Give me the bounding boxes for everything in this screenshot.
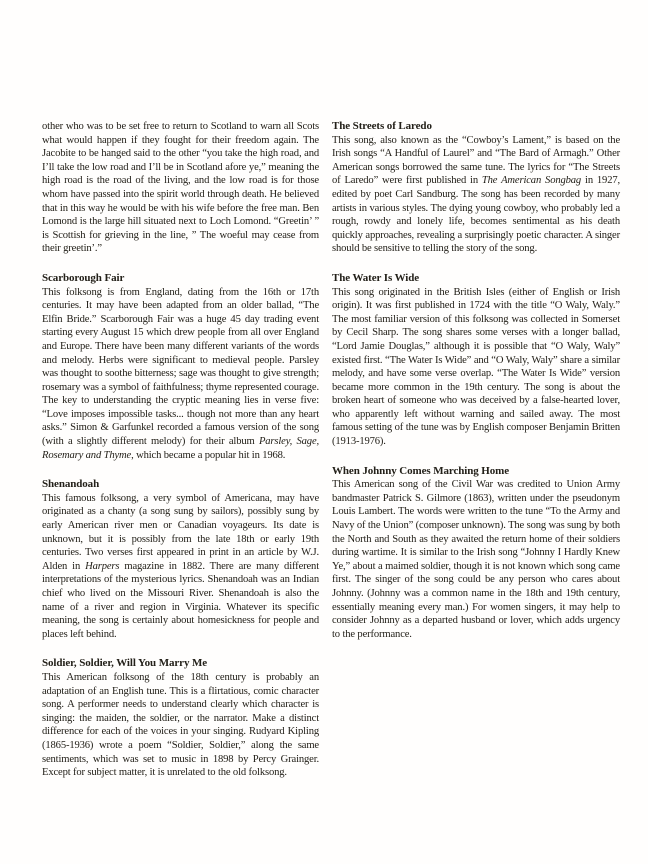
heading-streets-of-laredo: The Streets of Laredo (332, 120, 432, 132)
paragraph-soldier-soldier: This American folksong of the 18th century is probably an adaptation of an English tune. This is a flirtatious, comic character song. A performer needs to understand clearly which character is singing: the maiden, the soldier, or the narrator. Make a distinct difference for each of the voices in your singing. Rudyard Kipling (1865-1936) wrote a poem “Soldier, Soldier,” along the same sentiments, which was set to music in 1898 by Percy Grainger. Except for subject matter, it is unrelated to the old folksong. (42, 671, 319, 779)
left-column (42, 120, 319, 780)
section-streets-of-laredo (332, 120, 620, 256)
paragraph-shenandoah: This famous folksong, a very symbol of Americana, may have originated as a chanty (a song sung by sailors), possibly sung by early American river men or Canadian voyageurs. Its date is unknown, but it is possibly from the late 18th or early 19th centuries. Two verses first appeared in print in an article by W.J. Alden in Harpers magazine in 1882. There are many different interpretations of the mysterious lyrics. Shenandoah was an Indian chief who lived on the Missouri River. Shenandoah is also the name of a river and region in Virginia. Whatever its specific meaning, the song is certainly about homesickness for people and places left behind. (42, 492, 319, 640)
paragraph-loch-lomond-continuation: other who was to be set free to return to Scotland to warn all Scots what would happen if they fought for their freedom again. The Jacobite to be hanged said to the other “you take the high road, and I’ll take the low road and I’ll be in Scotland afore ye,” meaning the high road is the road of the living, and the low road is for those whom have passed into the spirit world through death. He believed that in this way he would be with his wife before the free man. Ben Lomond is the large hill situated next to Loch Lomond. “Greetin’ ” is Scottish for grieving in the line, ” The woeful may cease from their greetin’.” (42, 121, 319, 255)
section-johnny-marching-home (332, 465, 620, 642)
heading-soldier-soldier: Soldier, Soldier, Will You Marry Me (42, 657, 208, 670)
section-loch-lomond-continuation (42, 120, 319, 256)
paragraph-johnny-marching-home: This American song of the Civil War was credited to Union Army bandmaster Patrick S. Gilmore (1863), written under the pseudonym Louis Lambert. The words were written to the tune “To the Army and Navy of the Union” (composer unknown). The song was sung by both the North and South as they awaited the return home of their soldiers during wartime. It is similar to the Irish song “Johnny I Hardly Knew Ye,” about a maimed soldier, though it is not known which song came first. The singer of the song could be any person who cares about Johnny. (Johnny was a common name in the 18th and 19th century, essentially meaning every man.) For women singers, it may help to consider Johnny as a departed husband or lover, which adds urgency to the performance. (332, 479, 620, 640)
paragraph-scarborough-fair: This folksong is from England, dating from the 16th or 17th centuries. It may have been adapted from an older ballad, “The Elfin Bride.” Scarborough Fair was a huge 45 day trading event starting every August 15 which drew people from all over England and Europe. There have been many different variants of the words and melody. Herbs were significant to medieval people. Parsley was thought to soothe bitterness; sage was thought to give strength; rosemary was a symbol of faithfulness; thyme represented courage. The key to understanding the cryptic meaning lies in verse five: “Love imposes impossible tasks... though not more than any heart asks.” Simon & Garfunkel recorded a famous version of the song (with a slightly different melody) for their album Parsley, Sage, Rosemary and Thyme, which became a popular hit in 1968. (42, 286, 319, 461)
heading-scarborough-fair: Scarborough Fair (42, 271, 125, 284)
paragraph-water-is-wide: This song originated in the British Isles (either of English or Irish origin). It was first published in 1724 with the title “O Waly, Waly.” The most familiar version of this folksong was collected in Somerset by Cecil Sharp. The song shares some verses with a longer ballad, “Lord Jamie Douglas,” although it is possible that “O Waly, Waly” existed first. “The Water Is Wide” and “O Waly, Waly” share a similar melody, and have some verse overlap. “The Water Is Wide” version became more common in the 19th century. The song is about the broken heart of someone who was deceived by a false-hearted lover, who apparently left without warning and sailed away. The most famous setting of the tune was by English composer Benjamin Britten (1913-1976). (332, 286, 620, 448)
section-soldier-soldier (42, 657, 319, 779)
heading-shenandoah: Shenandoah (42, 478, 100, 491)
section-water-is-wide (332, 272, 620, 449)
heading-water-is-wide: The Water Is Wide (332, 271, 420, 284)
heading-johnny-marching-home: When Johnny Comes Marching Home (332, 464, 509, 477)
section-scarborough-fair (42, 272, 319, 462)
page-content (42, 120, 620, 780)
paragraph-streets-of-laredo: This song, also known as the “Cowboy’s Lament,” is based on the Irish songs “A Handful of Laurel” and “The Bard of Armagh.” Other American songs borrowed the same tune. The lyrics for “The Streets of Laredo” were first published in The American Songbag in 1927, edited by poet Carl Sandburg. The song has been recorded by many artists in various styles. The dying young cowboy, who probably led a rough, rowdy and lonely life, becomes sentimental as his death quickly approaches, revealing a surprisingly poetic character. A singer should be sensitive to telling the story of the song. (332, 134, 620, 255)
right-column (332, 120, 620, 780)
section-shenandoah (42, 478, 319, 641)
